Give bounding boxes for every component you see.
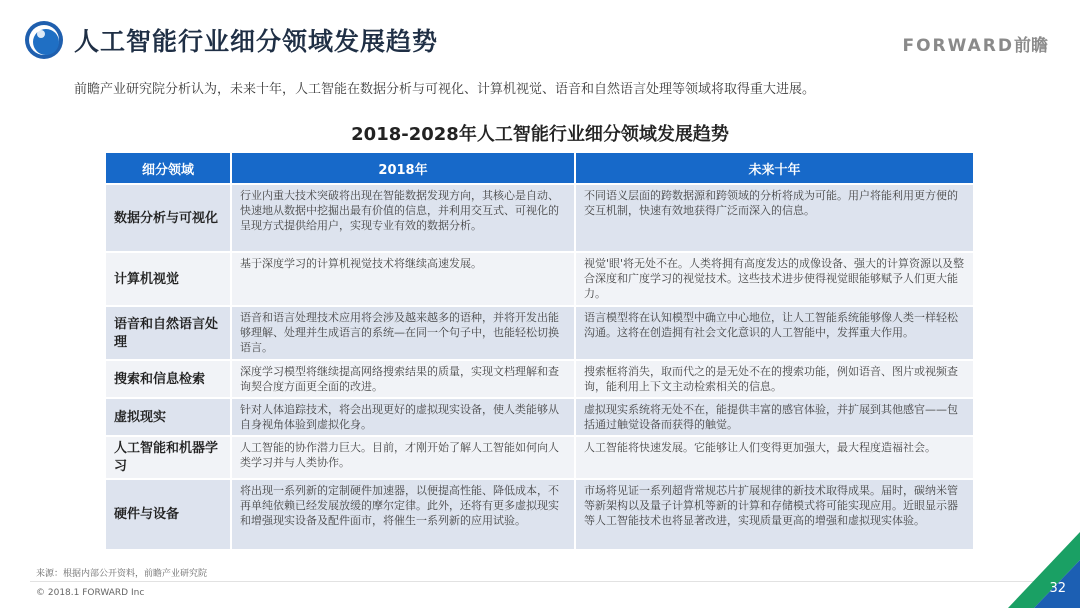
trend-table xyxy=(106,153,975,549)
table-header-row xyxy=(106,153,974,184)
row-field: 语音和自然语言处理 xyxy=(106,306,231,360)
logo-icon xyxy=(24,20,64,60)
corner-decoration xyxy=(1000,520,1080,608)
table-row xyxy=(106,398,974,436)
table-row xyxy=(106,360,974,398)
row-future: 市场将见证一系列超背常规芯片扩展规律的新技术取得成果。届时，碳纳米管等新架构以及量子计算机等新的计算和存储模式将可能实现应用。近眼显示器等人工智能技术也将显著改进，实现质量更高的增强和虚拟现实体验。 xyxy=(575,479,974,549)
table-row xyxy=(106,306,974,360)
row-2018: 基于深度学习的计算机视觉技术将继续高速发展。 xyxy=(231,252,575,306)
row-2018: 针对人体追踪技术，将会出现更好的虚拟现实设备，使人类能够从自身视角体验到虚拟化身。 xyxy=(231,398,575,436)
row-future: 虚拟现实系统将无处不在，能提供丰富的感官体验，并扩展到其他感官——包括通过触觉设备而获得的触觉。 xyxy=(575,398,974,436)
brand-logo xyxy=(902,31,1048,56)
row-2018: 深度学习模型将继续提高网络搜索结果的质量，实现文档理解和查询契合度方面更全面的改进。 xyxy=(231,360,575,398)
table-row xyxy=(106,184,974,252)
brand-cn: 前瞻 xyxy=(1014,36,1048,56)
row-field: 虚拟现实 xyxy=(106,398,231,436)
lead-text: 前瞻产业研究院分析认为，未来十年，人工智能在数据分析与可视化、计算机视觉、语音和自然语言处理等领域将取得重大进展。 xyxy=(74,82,816,97)
row-future: 语言模型将在认知模型中确立中心地位，让人工智能系统能够像人类一样轻松沟通。这将在创造拥有社会文化意识的人工智能中，发挥重大作用。 xyxy=(575,306,974,360)
row-field: 搜索和信息检索 xyxy=(106,360,231,398)
page-title: 人工智能行业细分领域发展趋势 xyxy=(74,27,439,56)
brand-en: FORWARD xyxy=(902,36,1014,56)
header-field: 细分领域 xyxy=(106,153,231,184)
row-2018: 人工智能的协作潜力巨大。目前，才刚开始了解人工智能如何向人类学习并与人类协作。 xyxy=(231,436,575,479)
row-future: 视觉'眼'将无处不在。人类将拥有高度发达的成像设备、强大的计算资源以及整合深度和广度学习的视觉技术。这些技术进步使得视觉眼能够赋予人们更大能力。 xyxy=(575,252,974,306)
table-title: 2018-2028年人工智能行业细分领域发展趋势 xyxy=(351,124,729,145)
page-number: 32 xyxy=(1049,581,1066,596)
row-2018: 语音和语言处理技术应用将会涉及越来越多的语种，并将开发出能够理解、处理并生成语言的系统—在同一个句子中，也能轻松切换语言。 xyxy=(231,306,575,360)
table-row xyxy=(106,436,974,479)
table-row xyxy=(106,479,974,549)
footer-divider xyxy=(30,581,1080,582)
row-field: 计算机视觉 xyxy=(106,252,231,306)
source-note: 来源：根据内部公开资料，前瞻产业研究院 xyxy=(36,569,208,579)
row-2018: 行业内重大技术突破将出现在智能数据发现方向，其核心是自动、快速地从数据中挖掘出最有价值的信息，并利用交互式、可视化的呈现方式提供给用户，实现专业有效的数据分析。 xyxy=(231,184,575,252)
row-future: 不同语义层面的跨数据源和跨领域的分析将成为可能。用户将能利用更方便的交互机制，快速有效地获得广泛而深入的信息。 xyxy=(575,184,974,252)
header-2018: 2018年 xyxy=(231,153,575,184)
copyright: © 2018.1 FORWARD Inc xyxy=(36,588,145,598)
row-future: 人工智能将快速发展。它能够让人们变得更加强大，最大程度造福社会。 xyxy=(575,436,974,479)
row-field: 人工智能和机器学习 xyxy=(106,436,231,479)
table-row xyxy=(106,252,974,306)
row-2018: 将出现一系列新的定制硬件加速器，以便提高性能、降低成本，不再单纯依赖已经发展放缓的摩尔定律。此外，还将有更多虚拟现实和增强现实设备及配件面市，将催生一系列新的应用试验。 xyxy=(231,479,575,549)
header-future: 未来十年 xyxy=(575,153,974,184)
row-future: 搜索框将消失，取而代之的是无处不在的搜索功能，例如语音、图片或视频查询，能利用上下文主动检索相关的信息。 xyxy=(575,360,974,398)
row-field: 硬件与设备 xyxy=(106,479,231,549)
row-field: 数据分析与可视化 xyxy=(106,184,231,252)
